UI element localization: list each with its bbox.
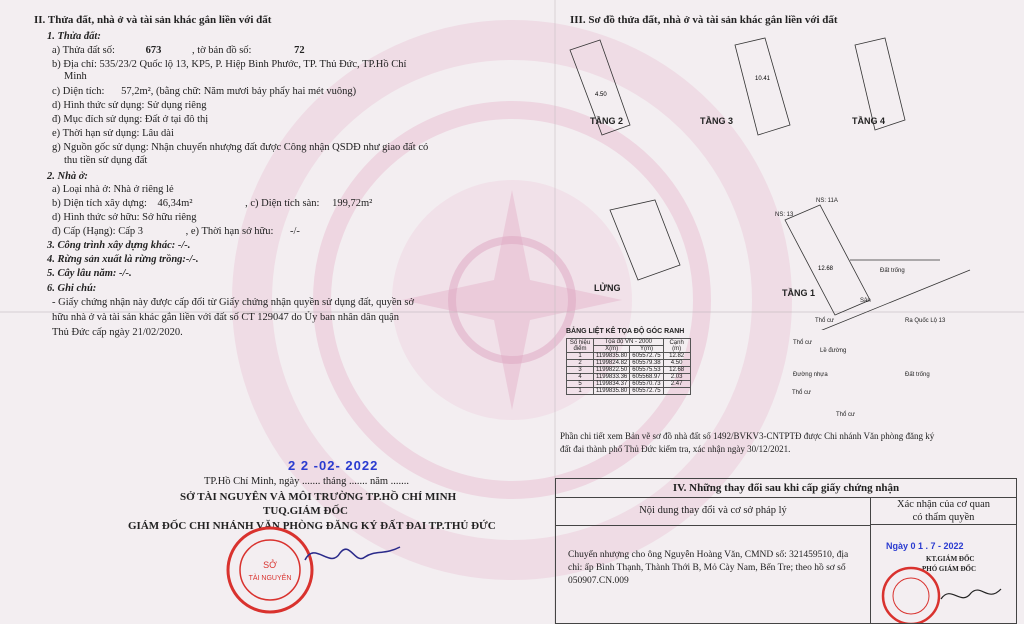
change-entry bbox=[568, 549, 848, 588]
point-id: 4 bbox=[567, 374, 594, 381]
drawing-note-1: Phần chi tiết xem Bản vẽ sơ đồ nhà đất số 1492/BVKV3-CNTPTĐ được Chi nhánh Văn phòng đăng ký bbox=[560, 431, 935, 441]
coord-header-system: Tọa độ VN - 2000 bbox=[594, 339, 664, 346]
mezzanine-label: LỬNG bbox=[594, 283, 621, 293]
other-construction: 3. Công trình xây dựng khác: -/-. bbox=[47, 240, 191, 251]
column-divider bbox=[870, 525, 871, 623]
land-heading: 1. Thửa đất: bbox=[47, 31, 101, 42]
sign-place-date: TP.Hồ Chí Minh, ngày ....... tháng ....... năm ....... bbox=[204, 476, 410, 487]
land-area-value: 57,2m², (bằng chữ: Năm mươi bảy phẩy hai mét vuông) bbox=[121, 86, 357, 97]
tuq-director: TUQ.GIÁM ĐỐC bbox=[263, 505, 348, 517]
y-coord: 605579.38 bbox=[630, 360, 663, 367]
x-coord: 1199835.80 bbox=[594, 353, 630, 360]
coord-header-point: Số hiệu điểm bbox=[567, 339, 594, 353]
table-row bbox=[567, 374, 691, 381]
confirm-signature bbox=[936, 579, 1006, 609]
x-coord: 1199833.36 bbox=[594, 374, 630, 381]
x-coord: 1199824.82 bbox=[594, 360, 630, 367]
map-sheet-value: 72 bbox=[294, 45, 305, 56]
director-signature bbox=[300, 535, 410, 575]
house-area bbox=[52, 198, 372, 210]
residential-land-3: Thổ cư bbox=[792, 390, 812, 396]
confirm-date: Ngày 0 1 . 7 - 2022 bbox=[886, 541, 964, 551]
floor-4-label: TẦNG 4 bbox=[852, 116, 886, 126]
house-type: a) Loại nhà ở: Nhà ở riêng lẻ bbox=[52, 184, 174, 195]
changes-col-confirm-line2: có thẩm quyền bbox=[912, 512, 975, 523]
house-build-area-value: 46,34m² bbox=[157, 198, 193, 209]
edge-length: 2.03 bbox=[663, 374, 690, 381]
point-id: 1 bbox=[567, 353, 594, 360]
x-coord: 1199835.80 bbox=[594, 388, 630, 395]
land-use-form: d) Hình thức sử dụng: Sử dụng riêng bbox=[52, 100, 207, 111]
land-area-label: c) Diện tích: bbox=[52, 86, 105, 97]
house-grade bbox=[52, 226, 300, 238]
edge-length: 12.82 bbox=[663, 353, 690, 360]
changes-table bbox=[555, 478, 1017, 624]
land-number-label: a) Thửa đất số: bbox=[52, 45, 115, 56]
asphalt-road-label: Đường nhựa bbox=[793, 372, 828, 378]
curb-label: Lề đường bbox=[820, 348, 847, 354]
changes-col-confirm bbox=[871, 497, 1016, 525]
change-line-1: Chuyển nhượng cho ông Nguyễn Hoàng Văn, CMND số: 321459510, địa bbox=[568, 550, 849, 560]
house-term-label: , e) Thời hạn sở hữu: bbox=[185, 226, 274, 237]
house-floor-area-label: , c) Diện tích sàn: bbox=[245, 198, 320, 209]
empty-land-label: Đất trống bbox=[880, 268, 905, 274]
land-number bbox=[52, 45, 305, 57]
land-use-term: e) Thời hạn sử dụng: Lâu dài bbox=[52, 128, 174, 139]
land-number-value: 673 bbox=[145, 45, 162, 56]
coord-table bbox=[566, 338, 691, 395]
changes-col-content: Nội dung thay đổi và cơ sở pháp lý bbox=[556, 497, 871, 526]
coord-header-edge: Cạnh (m) bbox=[663, 339, 690, 353]
edge-length bbox=[663, 388, 690, 395]
edge-length: 12.68 bbox=[663, 367, 690, 374]
section3-title: III. Sơ đồ thửa đất, nhà ở và tài sản khác gắn liền với đất bbox=[570, 14, 838, 26]
change-line-2: chỉ: ấp Bình Thạnh, Thành Thới B, Mỏ Cày Nam, Bến Tre; theo hồ sơ số bbox=[568, 563, 846, 573]
land-origin: g) Nguồn gốc sử dụng: Nhận chuyển nhượng đất được Công nhận QSDĐ như giao đất có bbox=[52, 142, 429, 153]
land-address-cont: Minh bbox=[64, 71, 87, 82]
changes-col-confirm-line1: Xác nhận của cơ quan bbox=[896, 499, 990, 510]
coord-header-x: X(m) bbox=[594, 346, 630, 353]
y-coord: 605572.75 bbox=[630, 353, 663, 360]
svg-text:SỞ: SỞ bbox=[263, 560, 277, 570]
confirm-role-2: PHÓ GIÁM ĐỐC bbox=[922, 565, 977, 573]
ns11a-label: NS: 11A bbox=[816, 198, 838, 204]
house-heading: 2. Nhà ở: bbox=[47, 171, 88, 182]
edge-length: 2.47 bbox=[663, 381, 690, 388]
x-coord: 1199822.50 bbox=[594, 367, 630, 374]
svg-text:TÀI NGUYÊN: TÀI NGUYÊN bbox=[248, 575, 292, 582]
table-row bbox=[567, 388, 691, 395]
map-sheet-label: , tờ bản đồ số: bbox=[191, 45, 252, 56]
section4-title: IV. Những thay đổi sau khi cấp giấy chứng nhận bbox=[556, 479, 1016, 498]
note-line-2: hữu nhà ở và tài sản khác gắn liền với đất số CT 129047 do Ủy ban nhân dân quận bbox=[52, 312, 399, 323]
x-coord: 1199834.37 bbox=[594, 381, 630, 388]
dim-c: 12.68 bbox=[818, 266, 834, 272]
house-term-value: -/- bbox=[290, 226, 300, 237]
change-line-3: 050907.CN.009 bbox=[568, 576, 629, 586]
house-floor-area-value: 199,72m² bbox=[332, 198, 373, 209]
house-build-area-label: b) Diện tích xây dựng: bbox=[52, 198, 147, 209]
y-coord: 605570.73 bbox=[630, 381, 663, 388]
note-line-1: - Giấy chứng nhận này được cấp đổi từ Giấy chứng nhận quyền sử dụng đất, quyền sở bbox=[52, 297, 415, 308]
point-id: 1 bbox=[567, 388, 594, 395]
department-name: SỞ TÀI NGUYÊN VÀ MÔI TRƯỜNG TP.HỒ CHÍ MINH bbox=[180, 491, 457, 503]
y-coord: 605575.53 bbox=[630, 367, 663, 374]
residential-land-2: Thổ cư bbox=[793, 340, 813, 346]
note-line-3: Thủ Đức cấp ngày 21/02/2020. bbox=[52, 327, 183, 338]
point-id: 3 bbox=[567, 367, 594, 374]
perennial-trees: 5. Cây lâu năm: -/-. bbox=[47, 268, 132, 279]
house-ownership: d) Hình thức sở hữu: Sở hữu riêng bbox=[52, 212, 197, 223]
floor-3-label: TẦNG 3 bbox=[700, 116, 734, 126]
edge-length: 4.50 bbox=[663, 360, 690, 367]
floor-2-label: TẦNG 2 bbox=[590, 116, 624, 126]
point-id: 5 bbox=[567, 381, 594, 388]
table-row bbox=[567, 353, 691, 360]
y-coord: 605572.75 bbox=[630, 388, 663, 395]
land-origin-cont: thu tiền sử dụng đất bbox=[64, 155, 148, 166]
land-plan-drawings bbox=[560, 30, 980, 330]
y-coord: 605568.97 bbox=[630, 374, 663, 381]
ns13-label: NS: 13 bbox=[775, 212, 794, 218]
table-row bbox=[567, 381, 691, 388]
residential-land-4: Thổ cư bbox=[836, 412, 856, 418]
empty-land-label-2: Đất trống bbox=[905, 372, 930, 378]
dim-b: 10.41 bbox=[755, 76, 771, 82]
branch-director: GIÁM ĐỐC CHI NHÁNH VĂN PHÒNG ĐĂNG KÝ ĐẤT ĐAI TP.THỦ ĐỨC bbox=[128, 520, 496, 532]
coord-table-title: BẢNG LIỆT KÊ TỌA ĐỘ GÓC RANH bbox=[566, 328, 685, 335]
table-row bbox=[567, 360, 691, 367]
floor-1-label: TẦNG 1 bbox=[782, 288, 816, 298]
land-area bbox=[52, 86, 356, 98]
point-id: 2 bbox=[567, 360, 594, 367]
section2-title: II. Thửa đất, nhà ở và tài sản khác gắn liền với đất bbox=[34, 14, 272, 26]
road-label: Ra Quốc Lộ 13 bbox=[905, 318, 946, 324]
land-address: b) Địa chỉ: 535/23/2 Quốc lộ 13, KP5, P. Hiệp Bình Phước, TP. Thủ Đức, TP.Hồ Chí bbox=[52, 59, 407, 70]
house-grade-label: đ) Cấp (Hạng): Cấp 3 bbox=[52, 226, 143, 237]
planted-forest: 4. Rừng sản xuất là rừng trồng:-/-. bbox=[47, 254, 199, 265]
confirm-role: KT.GIÁM ĐỐC bbox=[926, 555, 975, 563]
date-stamp: 2 2 -02- 2022 bbox=[288, 458, 379, 473]
dim-a: 4.50 bbox=[595, 92, 607, 98]
land-use-purpose: đ) Mục đích sử dụng: Đất ở tại đô thị bbox=[52, 114, 209, 125]
note-heading: 6. Ghi chú: bbox=[47, 283, 97, 294]
residential-land-1: Thổ cư bbox=[815, 318, 835, 324]
drawing-note-2: đất đai thành phố Thủ Đức kiểm tra, xác nhận ngày 30/12/2021. bbox=[560, 444, 791, 454]
coord-header-y: Y(m) bbox=[630, 346, 663, 353]
yard-label: Sân bbox=[860, 298, 871, 304]
table-row bbox=[567, 367, 691, 374]
